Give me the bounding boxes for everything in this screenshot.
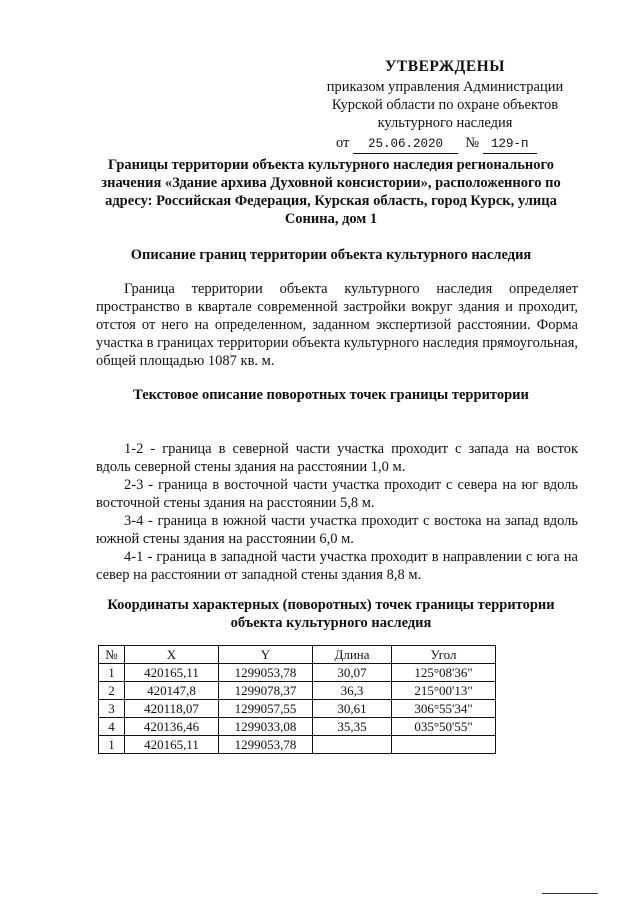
approval-number: 129-п: [483, 135, 537, 154]
column-header: Длина: [313, 646, 392, 664]
table-cell: 1299033,08: [219, 718, 313, 736]
table-row: [99, 682, 496, 700]
table-cell: 36,3: [313, 682, 392, 700]
table-cell: 1299078,37: [219, 682, 313, 700]
column-header: X: [125, 646, 219, 664]
document-title: Границы территории объекта культурного наследия регионального значения «Здание архива Духовной консистории», расположенного по адресу: Российская Федерация, Курская область, город Курск, улица Сонина, дом 1: [101, 157, 561, 227]
table-cell: 30,07: [313, 664, 392, 682]
table-cell: [392, 736, 496, 754]
points-list: [96, 440, 578, 584]
table-cell: 4: [99, 718, 125, 736]
approval-heading: УТВЕРЖДЕНЫ: [385, 58, 505, 75]
column-header: Угол: [392, 646, 496, 664]
point-description: 1-2 - граница в северной части участка проходит с запада на восток вдоль северной стены здания на расстоянии 1,0 м.: [96, 441, 578, 475]
section-heading-points: Текстовое описание поворотных точек границы территории: [133, 387, 529, 403]
point-description: 3-4 - граница в южной части участка проходит с востока на запад вдоль южной стены здания на расстоянии 6,0 м.: [96, 513, 578, 547]
point-description: 4-1 - граница в западной части участка проходит в направлении с юга на север на расстоянии от западной стены здания 8,8 м.: [96, 549, 578, 583]
column-header: №: [99, 646, 125, 664]
approval-line: культурного наследия: [377, 115, 513, 131]
table-cell: 420165,11: [125, 664, 219, 682]
table-cell: 420136,46: [125, 718, 219, 736]
approval-line: приказом управления Администрации: [326, 79, 564, 95]
approval-date: 25.06.2020: [353, 135, 458, 154]
table-cell: 1299053,78: [219, 664, 313, 682]
table-cell: 35,35: [313, 718, 392, 736]
approval-date-line: [300, 134, 590, 154]
table-row: [99, 718, 496, 736]
table-cell: 1299057,55: [219, 700, 313, 718]
table-cell: 035°50'55": [392, 718, 496, 736]
table-cell: [313, 736, 392, 754]
table-cell: 306°55'34": [392, 700, 496, 718]
table-cell: 3: [99, 700, 125, 718]
boundary-description: Граница территории объекта культурного наследия определяет пространство в квартале современной застройки вокруг здания и проходит, отстоя от него на определенном, заданном экспертизой расстоянии. Форма участка в границах территории объекта культурного наследия прямоугольная, общей площадью 1087 кв. м.: [96, 281, 578, 369]
table-cell: 125°08'36": [392, 664, 496, 682]
table-cell: 1299053,78: [219, 736, 313, 754]
point-description: 2-3 - граница в восточной части участка проходит с севера на юг вдоль восточной стены здания на расстоянии 5,8 м.: [96, 477, 578, 511]
footer-divider: [542, 893, 598, 894]
table-cell: 1: [99, 736, 125, 754]
table-header-row: [99, 646, 496, 664]
table-cell: 2: [99, 682, 125, 700]
table-cell: 420118,07: [125, 700, 219, 718]
approval-block: [300, 58, 590, 154]
table-cell: 1: [99, 664, 125, 682]
coordinates-table: [98, 645, 496, 754]
table-row: [99, 664, 496, 682]
table-cell: 30,61: [313, 700, 392, 718]
column-header: Y: [219, 646, 313, 664]
approval-line: Курской области по охране объектов: [331, 97, 559, 113]
date-prefix: от: [336, 135, 350, 151]
section-heading-boundaries: Описание границ территории объекта культурного наследия: [130, 247, 532, 263]
table-cell: 420165,11: [125, 736, 219, 754]
table-row: [99, 736, 496, 754]
table-cell: 420147,8: [125, 682, 219, 700]
table-cell: 215°00'13": [392, 682, 496, 700]
number-prefix: №: [465, 135, 480, 151]
section-heading-coordinates: Координаты характерных (поворотных) точек границы территории объекта культурного наследия: [107, 597, 555, 631]
table-row: [99, 700, 496, 718]
